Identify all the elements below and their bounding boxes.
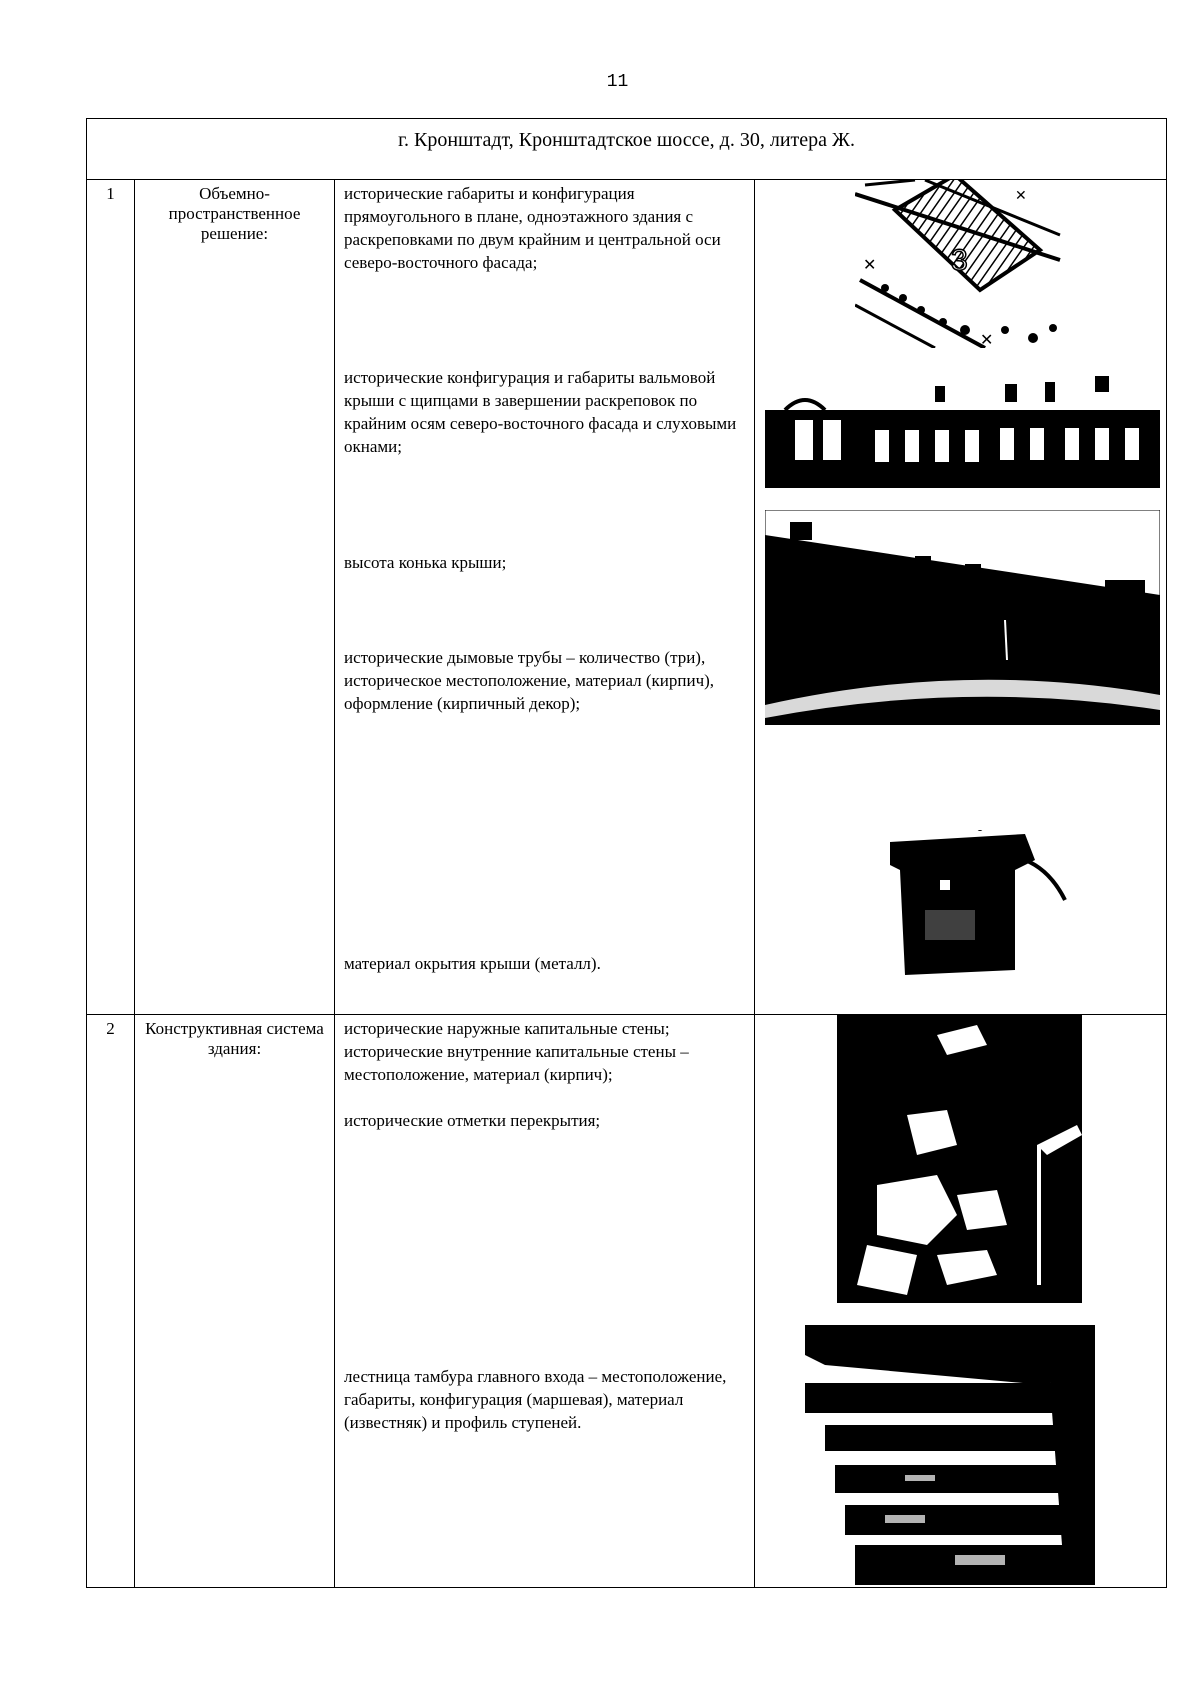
row-category: Конструктивная система здания: <box>135 1015 335 1588</box>
row-images <box>755 1015 1167 1588</box>
row-number: 1 <box>87 180 135 1015</box>
item-text: исторические дымовые трубы – количество (три), историческое местоположение, материал (кирпич), оформление (кирпичный декор); <box>344 648 715 713</box>
item-text: исторические габариты и конфигурация прямоугольного в плане, одноэтажного здания с раскреповками по двум крайним и центральной оси северо-восточного фасада; <box>344 184 721 272</box>
side-wall-photo <box>765 510 1160 725</box>
plan-building-number: 3 <box>951 244 968 277</box>
item-text: исторические наружные капитальные стены; исторические внутренние капитальные стены – местоположение, материал (кирпич); <box>344 1019 689 1084</box>
table-header-row <box>87 119 1167 180</box>
row-images <box>755 180 1167 1015</box>
chimney-photo <box>885 830 1075 975</box>
svg-text:✕: ✕ <box>863 257 877 274</box>
svg-text:✕: ✕ <box>980 332 994 348</box>
row-number: 2 <box>87 1015 135 1588</box>
svg-text:✕: ✕ <box>1015 187 1027 203</box>
item-text: исторические конфигурация и габариты вальмовой крыши с щипцами в завершении раскреповок по крайним осям северо-восточного фасада и слуховыми окнами; <box>344 368 737 456</box>
item-text: высота конька крыши; <box>344 553 507 572</box>
item-text: материал окрытия крыши (металл). <box>344 954 601 973</box>
interior-wall-photo <box>837 1015 1082 1305</box>
page-number: 11 <box>606 72 629 92</box>
table-row <box>87 180 1167 1015</box>
stairs-photo <box>805 1325 1095 1585</box>
protection-subject-table <box>86 118 1167 1588</box>
facade-photo <box>765 370 1160 488</box>
row-items <box>335 1015 755 1588</box>
table-row <box>87 1015 1167 1588</box>
site-plan-image <box>855 180 1065 348</box>
address-header: г. Кронштадт, Кронштадтское шоссе, д. 30, литера Ж. <box>87 119 1167 180</box>
row-category: Объемно-пространственное решение: <box>135 180 335 1015</box>
row-items <box>335 180 755 1015</box>
item-text: лестница тамбура главного входа – местоположение, габариты, конфигурация (маршевая), материал (известняк) и профиль ступеней. <box>344 1367 727 1432</box>
item-text: исторические отметки перекрытия; <box>344 1111 601 1130</box>
